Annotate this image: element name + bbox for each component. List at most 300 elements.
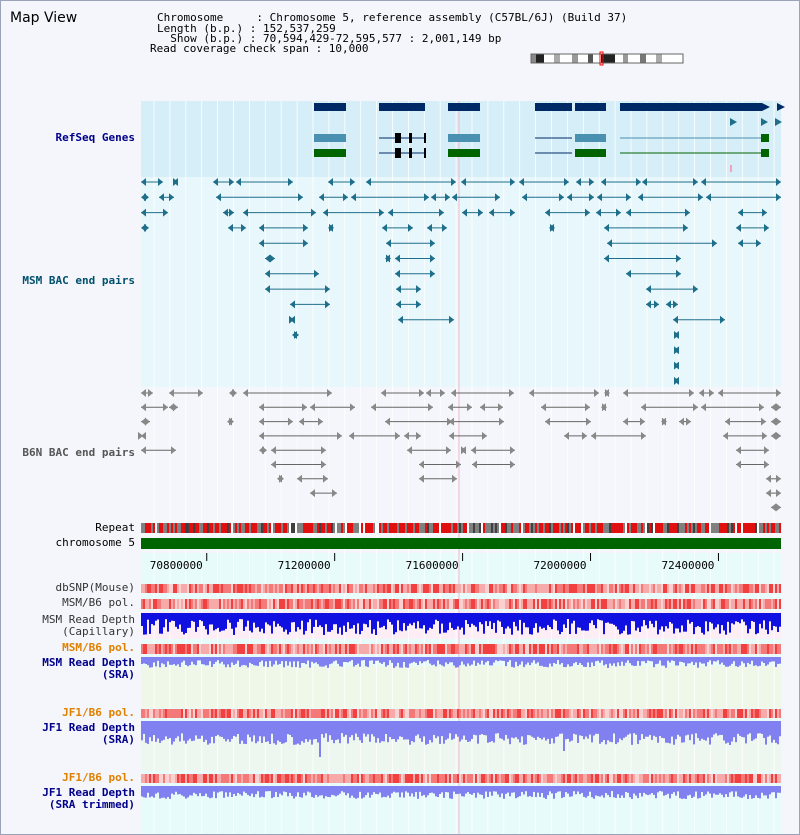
msm-capillary-depth-bar	[547, 613, 549, 625]
msm-capillary-depth-bar	[645, 613, 647, 625]
dbsnp-strip	[673, 584, 675, 593]
jf1-b6-pol-strip	[473, 709, 475, 718]
msm-b6-pol-strip	[273, 644, 275, 654]
jf1-b6-pol-strip	[463, 709, 465, 718]
msm-capillary-depth-bar	[455, 613, 457, 629]
jf1-trimmed-depth-bar	[499, 786, 501, 797]
jf1-sra-depth-bar	[243, 721, 245, 744]
dbsnp-strip	[325, 584, 327, 593]
jf1-trimmed-depth-bar	[599, 786, 601, 797]
dbsnp-strip	[763, 584, 765, 593]
track-label-msm-depth-capillary[interactable]: MSM Read Depth	[42, 613, 135, 626]
msm-b6-pol-strip	[451, 599, 453, 609]
jf1-trimmed-depth-bar	[691, 786, 693, 798]
msm-b6-pol-strip	[189, 599, 191, 609]
dbsnp-strip	[243, 584, 245, 593]
dbsnp-strip	[299, 584, 301, 593]
msm-sra-depth-bar	[545, 657, 547, 667]
msm-b6-pol-strip	[159, 599, 161, 609]
ideogram-band	[588, 54, 593, 63]
msm-b6-pol-strip	[541, 599, 543, 609]
msm-sra-depth-bar	[191, 657, 193, 662]
msm-b6-pol-strip	[627, 599, 629, 609]
msm-b6-pol-strip	[487, 599, 489, 609]
msm-sra-depth-bar	[569, 657, 571, 667]
msm-b6-pol-strip	[535, 599, 537, 609]
jf1-sra-depth-bar	[503, 721, 505, 741]
msm-sra-depth-bar	[399, 657, 401, 668]
msm-sra-depth-bar	[219, 657, 221, 663]
msm-sra-depth-bar	[587, 657, 589, 662]
msm-sra-depth-bar	[657, 657, 659, 664]
jf1-trimmed-depth-bar	[547, 786, 549, 795]
msm-b6-pol-strip	[291, 599, 293, 609]
jf1-b6-pol-strip	[285, 709, 287, 718]
jf1-trimmed-depth-bar	[181, 786, 183, 795]
msm-b6-pol-strip	[447, 599, 449, 609]
dbsnp-strip	[607, 584, 609, 593]
dbsnp-strip	[565, 584, 567, 593]
jf1-b6-pol-strip	[217, 774, 219, 783]
jf1-sra-depth-bar	[307, 721, 309, 742]
msm-capillary-depth-bar	[473, 613, 475, 625]
msm-capillary-depth-bar	[239, 613, 241, 619]
dbsnp-strip	[277, 584, 279, 593]
jf1-sra-depth-bar	[649, 721, 651, 735]
dbsnp-strip	[543, 584, 545, 593]
msm-capillary-depth-bar	[591, 613, 593, 620]
msm-sra-depth-bar	[681, 657, 683, 662]
dbsnp-strip	[773, 584, 775, 593]
msm-b6-pol-strip	[299, 644, 301, 654]
dbsnp-strip	[559, 584, 561, 593]
jf1-b6-pol-strip	[401, 709, 403, 718]
msm-capillary-depth-bar	[537, 613, 539, 633]
repeat-segment	[347, 523, 349, 533]
jf1-b6-pol-strip	[383, 709, 385, 718]
jf1-b6-pol-strip	[473, 774, 475, 783]
repeat-segment	[417, 523, 419, 533]
jf1-sra-depth-bar	[241, 721, 243, 741]
track-label-repeat[interactable]: Repeat	[95, 521, 135, 534]
dbsnp-strip	[581, 584, 583, 593]
msm-sra-depth-bar	[735, 657, 737, 666]
msm-sra-depth-bar	[339, 657, 341, 666]
repeat-segment	[153, 523, 155, 533]
msm-capillary-depth-bar	[195, 613, 197, 632]
jf1-b6-pol-strip	[533, 709, 535, 718]
msm-capillary-depth-bar	[333, 613, 335, 624]
repeat-segment	[375, 523, 377, 533]
dbsnp-strip	[361, 584, 363, 593]
repeat-segment	[307, 523, 309, 533]
msm-b6-pol-strip	[687, 599, 689, 609]
jf1-b6-pol-strip	[593, 709, 595, 718]
repeat-segment	[437, 523, 439, 533]
msm-b6-pol-strip	[501, 599, 503, 609]
jf1-trimmed-depth-bar	[417, 786, 419, 799]
msm-capillary-depth-bar	[351, 613, 353, 628]
jf1-trimmed-depth-bar	[425, 786, 427, 797]
msm-capillary-depth-bar	[487, 613, 489, 626]
repeat-segment	[455, 523, 457, 533]
repeat-segment	[749, 523, 751, 533]
repeat-segment	[415, 523, 417, 533]
msm-capillary-depth-bar	[755, 613, 757, 634]
repeat-segment	[237, 523, 239, 533]
jf1-trimmed-depth-bar	[245, 786, 247, 793]
msm-b6-pol-strip	[163, 599, 165, 609]
msm-b6-pol-strip	[475, 599, 477, 609]
msm-b6-pol-strip	[681, 599, 683, 609]
msm-b6-pol-strip	[685, 599, 687, 609]
jf1-b6-pol-strip	[673, 774, 675, 783]
dbsnp-strip	[511, 584, 513, 593]
msm-sra-depth-bar	[767, 657, 769, 664]
jf1-b6-pol-strip	[435, 774, 437, 783]
jf1-b6-pol-strip	[551, 774, 553, 783]
msm-capillary-depth-bar	[715, 613, 717, 627]
jf1-b6-pol-strip	[493, 774, 495, 783]
msm-b6-pol-strip	[743, 644, 745, 654]
dbsnp-strip	[645, 584, 647, 593]
dbsnp-strip	[699, 584, 701, 593]
jf1-sra-depth-bar	[263, 721, 265, 737]
dbsnp-strip	[447, 584, 449, 593]
dbsnp-strip	[747, 584, 749, 593]
msm-b6-pol-strip	[155, 599, 157, 609]
msm-capillary-depth-bar	[207, 613, 209, 635]
msm-b6-pol-strip	[393, 644, 395, 654]
msm-capillary-depth-bar	[723, 613, 725, 630]
msm-b6-pol-strip	[575, 599, 577, 609]
repeat-segment	[521, 523, 523, 533]
jf1-trimmed-depth-bar	[397, 786, 399, 792]
repeat-segment	[757, 523, 759, 533]
dbsnp-strip	[203, 584, 205, 593]
msm-b6-pol-strip	[225, 644, 227, 654]
msm-sra-depth-bar	[337, 657, 339, 664]
jf1-trimmed-depth-bar	[481, 786, 483, 795]
msm-b6-pol-strip	[453, 599, 455, 609]
msm-capillary-depth-bar	[291, 613, 293, 622]
msm-capillary-depth-bar	[361, 613, 363, 631]
msm-capillary-depth-bar	[735, 613, 737, 621]
msm-b6-pol-strip	[547, 599, 549, 609]
msm-b6-pol-strip	[315, 644, 317, 654]
track-label-jf1-b6-pol-2[interactable]: JF1/B6 pol.	[62, 771, 135, 784]
jf1-sra-depth-bar	[147, 721, 149, 744]
msm-capillary-depth-bar	[707, 613, 709, 631]
msm-capillary-depth-bar	[157, 613, 159, 619]
msm-capillary-depth-bar	[741, 613, 743, 619]
jf1-sra-depth-bar	[763, 721, 765, 738]
dbsnp-strip	[337, 584, 339, 593]
jf1-sra-depth-bar	[427, 721, 429, 744]
dbsnp-strip	[311, 584, 313, 593]
track-label-msm-depth-sra[interactable]: MSM Read Depth	[42, 656, 135, 669]
track-label-chromosome[interactable]: chromosome 5	[55, 536, 135, 549]
jf1-sra-depth-bar	[415, 721, 417, 736]
repeat-segment	[313, 523, 315, 533]
msm-b6-pol-strip	[757, 644, 759, 654]
msm-sra-depth-bar	[673, 657, 675, 661]
jf1-trimmed-depth-bar	[205, 786, 207, 794]
msm-b6-pol-strip	[287, 599, 289, 609]
jf1-sra-depth-bar	[581, 721, 583, 736]
dbsnp-strip	[301, 584, 303, 593]
jf1-sra-depth-bar	[439, 721, 441, 744]
msm-b6-pol-strip	[613, 599, 615, 609]
ideogram-band	[662, 54, 682, 63]
msm-b6-pol-strip	[143, 599, 145, 609]
track-label-dbsnp[interactable]: dbSNP(Mouse)	[55, 581, 135, 594]
msm-capillary-depth-bar	[299, 613, 301, 629]
jf1-trimmed-depth-bar	[197, 786, 199, 796]
msm-capillary-depth-bar	[407, 613, 409, 626]
jf1-trimmed-depth-bar	[173, 786, 175, 795]
msm-capillary-depth-bar	[189, 613, 191, 628]
jf1-b6-pol-strip	[165, 774, 167, 783]
dbsnp-strip	[351, 584, 353, 593]
jf1-b6-pol-strip	[387, 709, 389, 718]
track-label-b6n-bac[interactable]: B6N BAC end pairs	[22, 446, 135, 459]
msm-b6-pol-strip	[723, 644, 725, 654]
dbsnp-strip	[249, 584, 251, 593]
msm-sra-depth-bar	[157, 657, 159, 661]
msm-b6-pol-strip	[365, 599, 367, 609]
dbsnp-strip	[269, 584, 271, 593]
jf1-sra-depth-bar	[169, 721, 171, 738]
jf1-b6-pol-strip	[557, 709, 559, 718]
repeat-segment	[761, 523, 763, 533]
dbsnp-strip	[475, 584, 477, 593]
repeat-segment	[645, 523, 647, 533]
msm-sra-depth-bar	[223, 657, 225, 664]
msm-capillary-depth-bar	[599, 613, 601, 620]
msm-b6-pol-strip	[527, 599, 529, 609]
jf1-trimmed-depth-bar	[495, 786, 497, 792]
dbsnp-strip	[221, 584, 223, 593]
msm-b6-pol-strip	[711, 599, 713, 609]
msm-capillary-depth-bar	[153, 613, 155, 625]
jf1-trimmed-depth-bar	[323, 786, 325, 798]
msm-sra-depth-bar	[667, 657, 669, 661]
msm-capillary-depth-bar	[231, 613, 233, 629]
jf1-b6-pol-strip	[211, 709, 213, 718]
repeat-segment	[517, 523, 519, 533]
jf1-b6-pol-strip	[261, 774, 263, 783]
msm-sra-depth-bar	[575, 657, 577, 662]
repeat-segment	[743, 523, 745, 533]
jf1-b6-pol-strip	[375, 774, 377, 783]
jf1-trimmed-depth-bar	[673, 786, 675, 792]
msm-sra-depth-bar	[551, 657, 553, 666]
repeat-segment	[351, 523, 353, 533]
jf1-sra-depth-bar	[491, 721, 493, 741]
msm-b6-pol-strip	[591, 599, 593, 609]
repeat-segment	[445, 523, 447, 533]
repeat-segment	[773, 523, 775, 533]
track-label-refseq[interactable]: RefSeq Genes	[55, 131, 135, 144]
jf1-b6-pol-strip	[417, 709, 419, 718]
jf1-sra-depth-bar	[485, 721, 487, 735]
msm-b6-pol-strip	[623, 644, 625, 654]
jf1-sra-depth-bar	[339, 721, 341, 743]
jf1-b6-pol-strip	[173, 709, 175, 718]
msm-sra-depth-bar	[601, 657, 603, 660]
repeat-segment	[255, 523, 257, 533]
jf1-trimmed-depth-bar	[741, 786, 743, 798]
dbsnp-strip	[413, 584, 415, 593]
jf1-trimmed-depth-bar	[163, 786, 165, 798]
msm-capillary-depth-bar	[523, 613, 525, 623]
dbsnp-strip	[685, 584, 687, 593]
msm-b6-pol-strip	[779, 644, 781, 654]
jf1-sra-depth-bar	[271, 721, 273, 734]
jf1-trimmed-depth-bar	[745, 786, 747, 794]
msm-capillary-depth-bar	[551, 613, 553, 629]
repeat-segment	[149, 523, 151, 533]
msm-capillary-depth-bar	[629, 613, 631, 634]
msm-b6-pol-strip	[379, 599, 381, 609]
msm-sra-depth-bar	[755, 657, 757, 665]
jf1-sra-depth-bar	[713, 721, 715, 735]
jf1-b6-pol-strip	[637, 709, 639, 718]
msm-b6-pol-strip	[503, 644, 505, 654]
msm-sra-depth-bar	[541, 657, 543, 666]
msm-b6-pol-strip	[469, 599, 471, 609]
msm-b6-pol-strip	[283, 599, 285, 609]
jf1-b6-pol-strip	[415, 709, 417, 718]
dbsnp-strip	[597, 584, 599, 593]
repeat-segment	[487, 523, 489, 533]
msm-b6-pol-strip	[691, 644, 693, 654]
msm-b6-pol-strip	[495, 599, 497, 609]
jf1-b6-pol-strip	[595, 774, 597, 783]
msm-b6-pol-strip	[479, 644, 481, 654]
jf1-b6-pol-strip	[603, 774, 605, 783]
jf1-sra-depth-bar	[311, 721, 313, 745]
jf1-sra-depth-bar	[349, 721, 351, 737]
msm-b6-pol-strip	[683, 599, 685, 609]
msm-b6-pol-strip	[473, 644, 475, 654]
dbsnp-strip	[185, 584, 187, 593]
msm-capillary-depth-bar	[233, 613, 235, 635]
msm-b6-pol-strip	[153, 599, 155, 609]
jf1-b6-pol-strip	[367, 709, 369, 718]
msm-capillary-depth-bar	[181, 613, 183, 632]
msm-b6-pol-strip	[161, 599, 163, 609]
repeat-segment	[451, 523, 453, 533]
msm-b6-pol-strip	[435, 599, 437, 609]
jf1-b6-pol-strip	[751, 709, 753, 718]
track-label-jf1-depth-sra[interactable]: JF1 Read Depth	[42, 721, 135, 734]
msm-capillary-depth-bar	[685, 613, 687, 632]
msm-b6-pol-strip	[301, 599, 303, 609]
dbsnp-strip	[711, 584, 713, 593]
jf1-sra-depth-bar	[395, 721, 397, 742]
repeat-segment	[441, 523, 443, 533]
msm-b6-pol-strip	[609, 599, 611, 609]
msm-b6-pol-strip	[291, 644, 293, 654]
jf1-sra-depth-bar	[237, 721, 239, 734]
jf1-b6-pol-strip	[659, 709, 661, 718]
jf1-trimmed-depth-bar	[461, 786, 463, 796]
jf1-sra-depth-bar	[383, 721, 385, 741]
jf1-sra-depth-bar	[589, 721, 591, 735]
msm-capillary-depth-bar	[477, 613, 479, 631]
jf1-b6-pol-strip	[521, 709, 523, 718]
msm-capillary-depth-bar	[237, 613, 239, 622]
jf1-sra-depth-bar	[225, 721, 227, 741]
track-label-jf1-depth-trimmed[interactable]: JF1 Read Depth	[42, 786, 135, 799]
msm-sra-depth-bar	[495, 657, 497, 660]
jf1-b6-pol-strip	[555, 709, 557, 718]
jf1-trimmed-depth-bar	[177, 786, 179, 794]
msm-b6-pol-strip	[213, 599, 215, 609]
jf1-sra-depth-bar	[621, 721, 623, 740]
jf1-b6-pol-strip	[545, 774, 547, 783]
jf1-b6-pol-strip	[777, 774, 779, 783]
jf1-b6-pol-strip	[737, 709, 739, 718]
jf1-b6-pol-strip	[661, 709, 663, 718]
jf1-b6-pol-strip	[721, 709, 723, 718]
jf1-trimmed-depth-bar	[311, 786, 313, 797]
repeat-segment	[635, 523, 637, 533]
jf1-sra-depth-bar	[261, 721, 263, 743]
jf1-b6-pol-strip	[307, 709, 309, 718]
msm-b6-pol-strip	[323, 644, 325, 654]
msm-sra-depth-bar	[307, 657, 309, 661]
dbsnp-strip	[285, 584, 287, 593]
jf1-trimmed-depth-bar	[155, 786, 157, 794]
jf1-sra-depth-bar	[189, 721, 191, 739]
msm-sra-depth-bar	[689, 657, 691, 663]
msm-b6-pol-strip	[761, 644, 763, 654]
jf1-b6-pol-strip	[381, 774, 383, 783]
msm-sra-depth-bar	[325, 657, 327, 665]
msm-capillary-depth-bar	[611, 613, 613, 624]
jf1-trimmed-depth-bar	[509, 786, 511, 796]
msm-sra-depth-bar	[481, 657, 483, 661]
jf1-trimmed-depth-bar	[619, 786, 621, 798]
msm-b6-pol-strip	[765, 644, 767, 654]
track-label-msm-b6-pol-1[interactable]: MSM/B6 pol.	[62, 596, 135, 609]
track-label-jf1-b6-pol-1[interactable]: JF1/B6 pol.	[62, 706, 135, 719]
jf1-trimmed-depth-bar	[659, 786, 661, 791]
track-label-msm-bac[interactable]: MSM BAC end pairs	[22, 274, 135, 287]
track-label-msm-b6-pol-2[interactable]: MSM/B6 pol.	[62, 641, 135, 654]
dbsnp-strip	[225, 584, 227, 593]
msm-capillary-depth-bar	[603, 613, 605, 634]
jf1-b6-pol-strip	[709, 709, 711, 718]
msm-b6-pol-strip	[271, 599, 273, 609]
dbsnp-strip	[491, 584, 493, 593]
msm-b6-pol-strip	[553, 644, 555, 654]
msm-sra-depth-bar	[263, 657, 265, 666]
msm-capillary-depth-bar	[301, 613, 303, 621]
jf1-sra-depth-bar	[679, 721, 681, 737]
dbsnp-strip	[725, 584, 727, 593]
msm-b6-pol-strip	[731, 644, 733, 654]
jf1-b6-pol-strip	[465, 709, 467, 718]
repeat-segment	[687, 523, 689, 533]
repeat-segment	[265, 523, 267, 533]
jf1-trimmed-depth-bar	[321, 786, 323, 795]
msm-capillary-depth-bar	[373, 613, 375, 629]
dbsnp-strip	[655, 584, 657, 593]
